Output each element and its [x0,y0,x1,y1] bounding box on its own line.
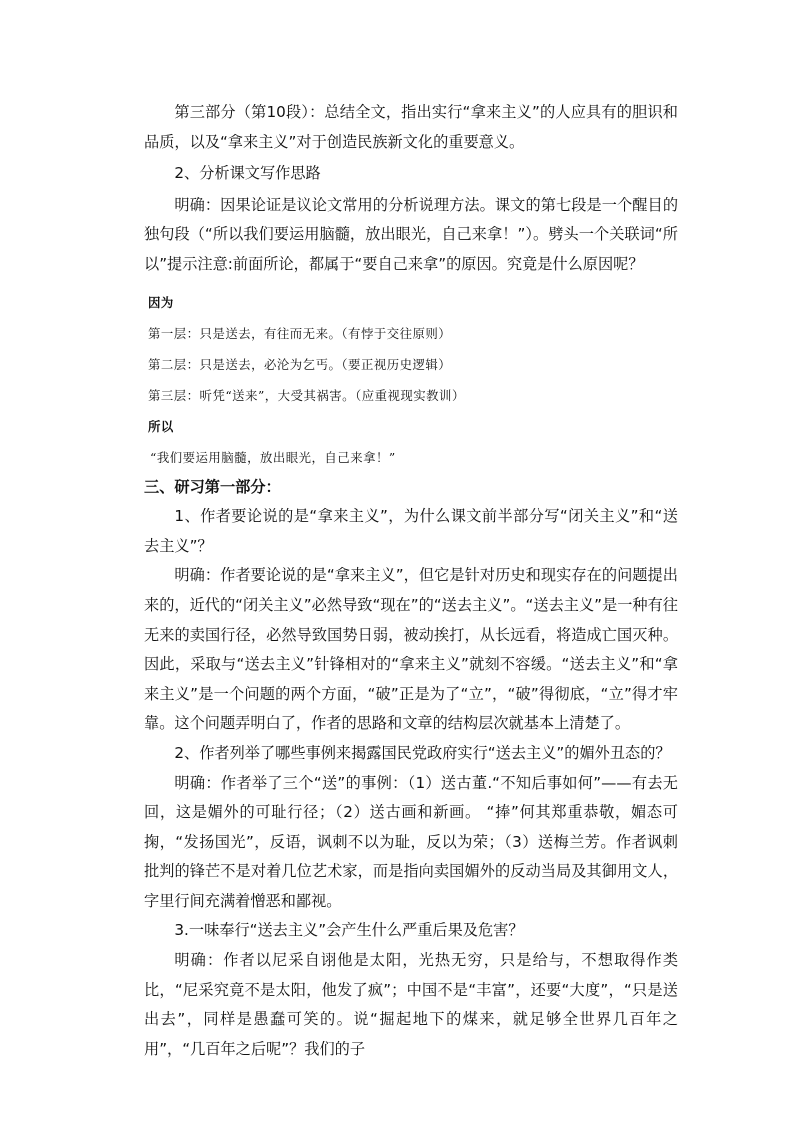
answer-3: 明确：作者以尼采自诩他是太阳，光热无穷，只是给与，不想取得作类比，“尼采究竟不是太阳，他发了疯”；中国不是“丰富”，还要“大度”，“只是送出去”，同样是愚蠢可笑的。说“掘起地下的煤来，就足够全世界几百年之用”，“几百年之后呢”？我们的子 [144,951,678,1058]
outline-layer-1: 第一层：只是送去，有往而无来。（有悖于交往原则） [148,325,452,341]
paragraph-causal-reasoning: 明确：因果论证是议论文常用的分析说理方法。课文的第七段是一个醒目的独句段（“所以我们要运用脑髓，放出眼光，自己来拿！”）。劈头一个关联词“所以”提示注意:前面所论，都属于“要自己来拿”的原因。究竟是什么原因呢？ [144,195,678,273]
outline-because: 因为 [148,294,174,310]
question-2: 2、作者列举了哪些事例来揭露国民党政府实行“送去主义”的媚外丑态的？ [174,743,671,762]
answer-2: 明确：作者举了三个“送”的事例：（1）送古董.“不知后事如何”——有去无回，这是媚外的可耻行径；（2）送古画和新画。 “捧”何其郑重恭敬，媚态可掬，“发扬国光”，反语，讽刺不以为耻，反以为荣；（3）送梅兰芳。作者讽刺批判的锋芒不是对着几位艺术家，而是指向卖国媚外的反动当局及其御用文人，字里行间充满着憎恶和鄙视。 [144,773,678,910]
outline-layer-2: 第二层：只是送去，必沦为乞丐。（要正视历史逻辑） [148,356,452,372]
paragraph-analysis-heading: 2、分析课文写作思路 [174,164,321,183]
outline-layer-3: 第三层：听凭“送来”，大受其祸害。（应重视现实教训） [148,387,465,403]
question-3: 3.一味奉行“送去主义”会产生什么严重后果及危害？ [174,921,524,940]
question-1: 1、作者要论说的是“拿来主义”，为什么课文前半部分写“闭关主义”和“送去主义”？ [144,507,678,555]
outline-so: 所以 [148,418,174,434]
section-heading: 三、研习第一部分： [144,477,281,496]
paragraph-part-three-summary: 第三部分（第10段）：总结全文，指出实行“拿来主义”的人应具有的胆识和品质，以及“拿来主义”对于创造民族新文化的重要意义。 [144,103,678,151]
answer-1: 明确：作者要论说的是“拿来主义”，但它是针对历史和现实存在的问题提出来的，近代的“闭关主义”必然导致“现在”的“送去主义”。“送去主义”是一种有往无来的卖国行径，必然导致国势日弱，被动挨打，从长远看，将造成亡国灭种。因此，采取与“送去主义”针锋相对的“拿来主义”就刻不容缓。“送去主义”和“拿来主义”是一个问题的两个方面，“破”正是为了“立”，“破”得彻底，“立”得才牢靠。这个问题弄明白了，作者的思路和文章的结构层次就基本上清楚了。 [144,566,678,733]
outline-quote: “我们要运用脑髓，放出眼光，自己来拿！” [150,449,396,465]
